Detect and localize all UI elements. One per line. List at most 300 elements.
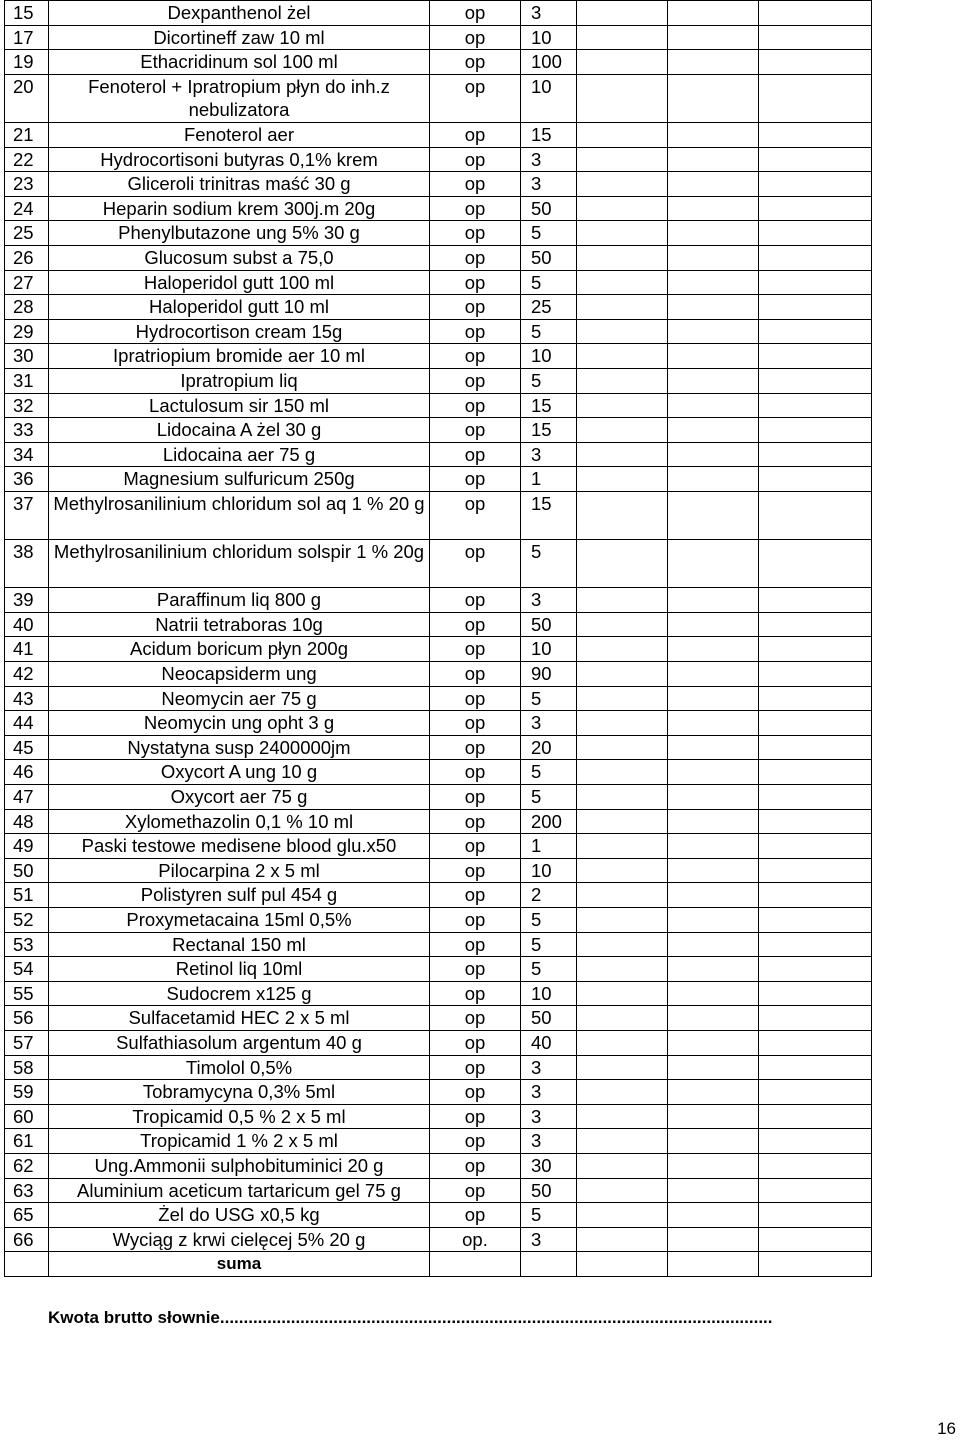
empty-cell xyxy=(577,1080,668,1105)
row-number: 17 xyxy=(5,25,49,50)
table-row xyxy=(5,1,872,26)
item-name: Lidocaina A żel 30 g xyxy=(49,418,430,443)
item-name: Ipratriopium bromide aer 10 ml xyxy=(49,344,430,369)
item-unit: op xyxy=(430,957,521,982)
empty-cell xyxy=(577,760,668,785)
empty-cell xyxy=(759,172,872,197)
item-quantity: 10 xyxy=(521,637,577,662)
empty-cell xyxy=(668,172,759,197)
empty-cell xyxy=(759,319,872,344)
empty-cell xyxy=(668,1153,759,1178)
row-number: 27 xyxy=(5,270,49,295)
empty-cell xyxy=(759,196,872,221)
empty-cell xyxy=(577,491,668,539)
item-quantity: 3 xyxy=(521,711,577,736)
sum-label: suma xyxy=(49,1252,430,1277)
empty-cell xyxy=(668,858,759,883)
empty-cell xyxy=(668,196,759,221)
table-row xyxy=(5,588,872,613)
table-row xyxy=(5,1006,872,1031)
empty-cell xyxy=(668,981,759,1006)
item-unit: op xyxy=(430,172,521,197)
item-quantity: 5 xyxy=(521,221,577,246)
empty-cell xyxy=(577,662,668,687)
item-unit: op xyxy=(430,1153,521,1178)
empty-cell xyxy=(668,122,759,147)
item-quantity: 3 xyxy=(521,1104,577,1129)
empty-cell xyxy=(759,1178,872,1203)
empty-cell xyxy=(668,711,759,736)
table-row xyxy=(5,686,872,711)
item-name: Ung.Ammonii sulphobituminici 20 g xyxy=(49,1153,430,1178)
empty-cell xyxy=(759,1104,872,1129)
item-name: Sulfathiasolum argentum 40 g xyxy=(49,1030,430,1055)
empty-cell xyxy=(668,1178,759,1203)
item-quantity: 3 xyxy=(521,147,577,172)
item-quantity: 3 xyxy=(521,442,577,467)
item-unit: op xyxy=(430,1203,521,1228)
row-number: 42 xyxy=(5,662,49,687)
empty-cell xyxy=(668,1,759,26)
empty-cell xyxy=(759,834,872,859)
table-row xyxy=(5,319,872,344)
item-unit: op xyxy=(430,295,521,320)
row-number: 40 xyxy=(5,612,49,637)
empty-cell xyxy=(668,785,759,810)
empty-cell xyxy=(759,442,872,467)
item-name: Lidocaina aer 75 g xyxy=(49,442,430,467)
item-name: Fenoterol + Ipratropium płyn do inh.z nebulizatora xyxy=(49,74,430,122)
table-row xyxy=(5,393,872,418)
empty-cell xyxy=(668,74,759,122)
row-number: 23 xyxy=(5,172,49,197)
empty-cell xyxy=(577,442,668,467)
table-row xyxy=(5,1153,872,1178)
empty-cell xyxy=(759,393,872,418)
item-quantity: 10 xyxy=(521,981,577,1006)
item-name: Żel do USG x0,5 kg xyxy=(49,1203,430,1228)
empty-cell xyxy=(577,1104,668,1129)
item-unit: op xyxy=(430,442,521,467)
item-name: Pilocarpina 2 x 5 ml xyxy=(49,858,430,883)
empty-cell xyxy=(577,196,668,221)
row-number: 34 xyxy=(5,442,49,467)
empty-cell xyxy=(668,540,759,588)
empty-cell xyxy=(577,1030,668,1055)
row-number: 60 xyxy=(5,1104,49,1129)
row-number: 46 xyxy=(5,760,49,785)
item-name: Dicortineff zaw 10 ml xyxy=(49,25,430,50)
table-row xyxy=(5,172,872,197)
item-quantity: 3 xyxy=(521,172,577,197)
empty-cell xyxy=(759,785,872,810)
item-quantity: 3 xyxy=(521,1129,577,1154)
empty-cell xyxy=(668,491,759,539)
item-quantity: 3 xyxy=(521,1080,577,1105)
table-row xyxy=(5,122,872,147)
empty-cell xyxy=(577,1252,668,1277)
items-table-body xyxy=(5,1,872,1277)
empty-cell xyxy=(668,834,759,859)
table-row xyxy=(5,147,872,172)
empty-cell xyxy=(759,612,872,637)
empty-cell xyxy=(759,686,872,711)
empty-cell xyxy=(577,467,668,492)
item-name: Gliceroli trinitras maść 30 g xyxy=(49,172,430,197)
item-unit: op xyxy=(430,393,521,418)
empty-cell xyxy=(668,1030,759,1055)
row-number: 25 xyxy=(5,221,49,246)
empty-cell xyxy=(577,1006,668,1031)
empty-cell xyxy=(577,74,668,122)
item-unit: op xyxy=(430,540,521,588)
page-number: 16 xyxy=(937,1419,956,1438)
item-name: Aluminium aceticum tartaricum gel 75 g xyxy=(49,1178,430,1203)
row-number: 53 xyxy=(5,932,49,957)
empty-cell xyxy=(668,270,759,295)
empty-cell xyxy=(668,221,759,246)
empty-cell xyxy=(759,418,872,443)
empty-cell xyxy=(759,491,872,539)
table-row xyxy=(5,785,872,810)
row-number: 24 xyxy=(5,196,49,221)
row-number: 52 xyxy=(5,907,49,932)
row-number: 20 xyxy=(5,74,49,122)
empty-cell xyxy=(668,467,759,492)
item-name: Tropicamid 1 % 2 x 5 ml xyxy=(49,1129,430,1154)
empty-cell xyxy=(759,1,872,26)
item-quantity: 5 xyxy=(521,957,577,982)
table-row xyxy=(5,883,872,908)
item-unit: op xyxy=(430,418,521,443)
empty-cell xyxy=(577,637,668,662)
item-unit: op xyxy=(430,122,521,147)
item-name: Glucosum subst a 75,0 xyxy=(49,245,430,270)
item-quantity: 5 xyxy=(521,270,577,295)
table-row xyxy=(5,1055,872,1080)
item-name: Polistyren sulf pul 454 g xyxy=(49,883,430,908)
item-unit: op xyxy=(430,735,521,760)
item-unit: op xyxy=(430,245,521,270)
item-name: Nystatyna susp 2400000jm xyxy=(49,735,430,760)
row-number: 65 xyxy=(5,1203,49,1228)
empty-cell xyxy=(759,907,872,932)
empty-cell xyxy=(759,1006,872,1031)
item-name: Fenoterol aer xyxy=(49,122,430,147)
item-name: Sudocrem x125 g xyxy=(49,981,430,1006)
empty-cell xyxy=(668,295,759,320)
item-name: Paraffinum liq 800 g xyxy=(49,588,430,613)
row-number: 15 xyxy=(5,1,49,26)
empty-cell xyxy=(577,858,668,883)
empty-cell xyxy=(668,393,759,418)
item-unit: op xyxy=(430,368,521,393)
empty-cell xyxy=(759,50,872,75)
row-number: 30 xyxy=(5,344,49,369)
row-number: 43 xyxy=(5,686,49,711)
item-name: Neomycin aer 75 g xyxy=(49,686,430,711)
empty-cell xyxy=(759,1055,872,1080)
table-row xyxy=(5,1227,872,1252)
item-quantity: 5 xyxy=(521,540,577,588)
row-number: 26 xyxy=(5,245,49,270)
item-unit: op xyxy=(430,1080,521,1105)
item-quantity: 50 xyxy=(521,612,577,637)
empty-cell xyxy=(668,686,759,711)
table-row xyxy=(5,540,872,588)
empty-cell xyxy=(668,662,759,687)
row-number: 33 xyxy=(5,418,49,443)
empty-cell xyxy=(668,735,759,760)
item-quantity: 3 xyxy=(521,1,577,26)
empty-cell xyxy=(577,221,668,246)
item-unit: op xyxy=(430,1055,521,1080)
row-number: 45 xyxy=(5,735,49,760)
item-name: Ipratropium liq xyxy=(49,368,430,393)
table-row xyxy=(5,735,872,760)
empty-cell xyxy=(668,442,759,467)
empty-cell xyxy=(759,932,872,957)
item-name: Magnesium sulfuricum 250g xyxy=(49,467,430,492)
empty-cell xyxy=(577,711,668,736)
item-quantity: 3 xyxy=(521,588,577,613)
empty-cell xyxy=(759,760,872,785)
row-number: 58 xyxy=(5,1055,49,1080)
empty-cell xyxy=(577,1055,668,1080)
empty-cell xyxy=(668,245,759,270)
row-number: 57 xyxy=(5,1030,49,1055)
table-row xyxy=(5,1178,872,1203)
table-row xyxy=(5,467,872,492)
empty-cell xyxy=(577,1129,668,1154)
item-unit: op xyxy=(430,491,521,539)
row-number: 56 xyxy=(5,1006,49,1031)
item-unit: op xyxy=(430,637,521,662)
item-unit: op xyxy=(430,1178,521,1203)
item-quantity: 5 xyxy=(521,686,577,711)
empty-cell xyxy=(759,735,872,760)
items-table xyxy=(4,0,872,1277)
empty-cell xyxy=(759,270,872,295)
table-row xyxy=(5,809,872,834)
item-unit: op xyxy=(430,221,521,246)
item-name: Tropicamid 0,5 % 2 x 5 ml xyxy=(49,1104,430,1129)
empty-cell xyxy=(668,1252,759,1277)
empty-cell xyxy=(759,295,872,320)
empty-cell xyxy=(668,50,759,75)
empty-cell xyxy=(668,25,759,50)
item-unit: op xyxy=(430,319,521,344)
item-name: Neomycin ung opht 3 g xyxy=(49,711,430,736)
item-name: Wyciąg z krwi cielęcej 5% 20 g xyxy=(49,1227,430,1252)
empty-cell xyxy=(577,809,668,834)
row-number: 21 xyxy=(5,122,49,147)
empty-cell xyxy=(577,245,668,270)
empty-cell xyxy=(759,74,872,122)
empty-cell xyxy=(759,221,872,246)
empty-cell xyxy=(668,760,759,785)
row-number: 54 xyxy=(5,957,49,982)
item-quantity: 200 xyxy=(521,809,577,834)
item-quantity: 90 xyxy=(521,662,577,687)
item-name: Tobramycyna 0,3% 5ml xyxy=(49,1080,430,1105)
item-unit: op xyxy=(430,147,521,172)
row-number: 36 xyxy=(5,467,49,492)
item-quantity: 1 xyxy=(521,834,577,859)
empty-cell xyxy=(668,1006,759,1031)
item-quantity: 3 xyxy=(521,1055,577,1080)
empty-cell xyxy=(577,907,668,932)
item-name: Dexpanthenol żel xyxy=(49,1,430,26)
empty-cell xyxy=(668,1129,759,1154)
empty-cell xyxy=(668,319,759,344)
item-unit: op xyxy=(430,74,521,122)
item-name: Lactulosum sir 150 ml xyxy=(49,393,430,418)
empty-cell xyxy=(577,295,668,320)
empty-cell xyxy=(668,1080,759,1105)
item-name: Paski testowe medisene blood glu.x50 xyxy=(49,834,430,859)
item-quantity: 5 xyxy=(521,368,577,393)
empty-cell xyxy=(577,1153,668,1178)
item-name: Retinol liq 10ml xyxy=(49,957,430,982)
item-quantity: 5 xyxy=(521,1203,577,1228)
table-row xyxy=(5,957,872,982)
empty-cell xyxy=(759,540,872,588)
table-row xyxy=(5,245,872,270)
empty-cell xyxy=(668,932,759,957)
empty-cell xyxy=(577,344,668,369)
item-quantity: 20 xyxy=(521,735,577,760)
row-number: 48 xyxy=(5,809,49,834)
empty-cell xyxy=(577,147,668,172)
empty-cell xyxy=(5,1252,49,1277)
item-name: Natrii tetraboras 10g xyxy=(49,612,430,637)
item-quantity: 50 xyxy=(521,196,577,221)
item-unit: op xyxy=(430,858,521,883)
item-name: Hydrocortisoni butyras 0,1% krem xyxy=(49,147,430,172)
item-name: Haloperidol gutt 100 ml xyxy=(49,270,430,295)
item-unit: op xyxy=(430,1,521,26)
table-row xyxy=(5,662,872,687)
empty-cell xyxy=(759,662,872,687)
row-number: 50 xyxy=(5,858,49,883)
item-quantity: 5 xyxy=(521,932,577,957)
item-unit: op xyxy=(430,981,521,1006)
sum-row xyxy=(5,1252,872,1277)
item-unit: op xyxy=(430,1104,521,1129)
item-quantity: 15 xyxy=(521,393,577,418)
empty-cell xyxy=(759,858,872,883)
empty-cell xyxy=(577,1203,668,1228)
empty-cell xyxy=(577,270,668,295)
item-unit: op xyxy=(430,1129,521,1154)
table-row xyxy=(5,834,872,859)
row-number: 41 xyxy=(5,637,49,662)
empty-cell xyxy=(668,1203,759,1228)
item-name: Rectanal 150 ml xyxy=(49,932,430,957)
item-quantity: 50 xyxy=(521,1006,577,1031)
empty-cell xyxy=(668,907,759,932)
empty-cell xyxy=(577,319,668,344)
empty-cell xyxy=(759,883,872,908)
table-row xyxy=(5,981,872,1006)
table-row xyxy=(5,418,872,443)
row-number: 62 xyxy=(5,1153,49,1178)
empty-cell xyxy=(577,172,668,197)
table-row xyxy=(5,344,872,369)
item-name: Ethacridinum sol 100 ml xyxy=(49,50,430,75)
row-number: 37 xyxy=(5,491,49,539)
table-row xyxy=(5,1030,872,1055)
empty-cell xyxy=(668,418,759,443)
empty-cell xyxy=(759,368,872,393)
row-number: 59 xyxy=(5,1080,49,1105)
empty-cell xyxy=(759,1153,872,1178)
table-row xyxy=(5,50,872,75)
item-quantity: 1 xyxy=(521,467,577,492)
item-unit: op xyxy=(430,612,521,637)
item-unit: op xyxy=(430,344,521,369)
table-row xyxy=(5,858,872,883)
row-number: 63 xyxy=(5,1178,49,1203)
empty-cell xyxy=(577,25,668,50)
row-number: 47 xyxy=(5,785,49,810)
item-unit: op xyxy=(430,932,521,957)
table-row xyxy=(5,760,872,785)
table-row xyxy=(5,907,872,932)
item-unit: op xyxy=(430,1006,521,1031)
item-quantity: 10 xyxy=(521,74,577,122)
empty-cell xyxy=(759,1227,872,1252)
empty-cell xyxy=(759,467,872,492)
row-number: 29 xyxy=(5,319,49,344)
empty-cell xyxy=(759,1129,872,1154)
item-unit: op xyxy=(430,270,521,295)
empty-cell xyxy=(668,344,759,369)
item-name: Proxymetacaina 15ml 0,5% xyxy=(49,907,430,932)
empty-cell xyxy=(577,932,668,957)
table-row xyxy=(5,491,872,539)
row-number: 49 xyxy=(5,834,49,859)
empty-cell xyxy=(577,1227,668,1252)
table-row xyxy=(5,74,872,122)
empty-cell xyxy=(668,809,759,834)
table-row xyxy=(5,221,872,246)
empty-cell xyxy=(668,612,759,637)
empty-cell xyxy=(759,1203,872,1228)
row-number: 39 xyxy=(5,588,49,613)
empty-cell xyxy=(577,686,668,711)
empty-cell xyxy=(430,1252,521,1277)
item-quantity: 100 xyxy=(521,50,577,75)
item-name: Oxycort A ung 10 g xyxy=(49,760,430,785)
item-quantity: 5 xyxy=(521,760,577,785)
row-number: 66 xyxy=(5,1227,49,1252)
item-name: Oxycort aer 75 g xyxy=(49,785,430,810)
item-quantity: 30 xyxy=(521,1153,577,1178)
empty-cell xyxy=(577,418,668,443)
row-number: 44 xyxy=(5,711,49,736)
item-quantity: 3 xyxy=(521,1227,577,1252)
item-unit: op xyxy=(430,834,521,859)
empty-cell xyxy=(577,785,668,810)
item-quantity: 50 xyxy=(521,1178,577,1203)
table-row xyxy=(5,1104,872,1129)
item-name: Acidum boricum płyn 200g xyxy=(49,637,430,662)
item-unit: op xyxy=(430,662,521,687)
amount-in-words-label: Kwota brutto słownie..................................................................................................................... xyxy=(48,1308,773,1327)
empty-cell xyxy=(577,393,668,418)
